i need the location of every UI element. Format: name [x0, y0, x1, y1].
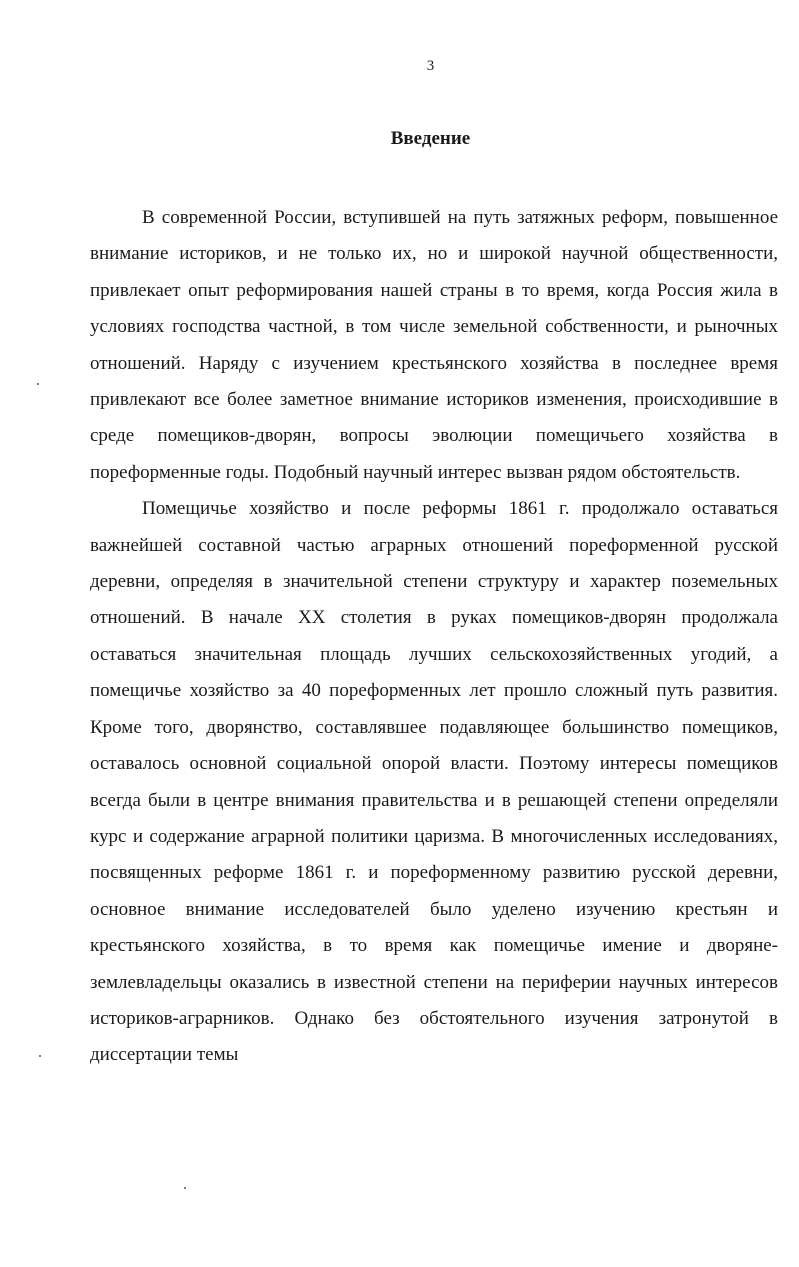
- scan-speck: [39, 1055, 41, 1057]
- section-heading: Введение: [390, 128, 471, 149]
- paragraph-1: В современной России, вступившей на путь затяжных реформ, повышенное внимание историков, и не только их, но и широкой научной общественности, привлекает опыт реформирования нашей страны в то время, когда Россия жила в условиях господства частной, в том числе земельной собственности, и рыночных отношений. Наряду с изучением крестьянского хозяйства в последнее время привлекают все более заметное внимание историков изменения, происходившие в среде помещиков-дворян, вопросы эволюции помещичьего хозяйства в пореформенные годы. Подобный научный интерес вызван рядом обстоятельств.: [90, 207, 778, 483]
- paragraph-2: Помещичье хозяйство и после реформы 1861 г. продолжало оставаться важнейшей составной частью аграрных отношений пореформенной русской деревни, определяя в значительной степени структуру и характер поземельных отношений. В начале XX столетия в руках помещиков-дворян продолжала оставаться значительная площадь лучших сельскохозяйственных угодий, а помещичье хозяйство за 40 пореформенных лет прошло сложный путь развития. Кроме того, дворянство, составлявшее подавляющее большинство помещиков, оставалось основной социальной опорой власти. Поэтому интересы помещиков всегда были в центре внимания правительства и в решающей степени определяли курс и содержание аграрной политики царизма. В многочисленных исследованиях, посвященных реформе 1861 г. и пореформенному развитию русской деревни, основное внимание исследователей было уделено изучению крестьян и крестьянского хозяйства, в то время как помещичье имение и дворяне-землевладельцы оказались в известной степени на периферии научных интересов историков-аграрников. Однако без обстоятельного изучения затронутой в диссертации темы: [90, 498, 778, 1066]
- scan-speck: [37, 383, 39, 385]
- scan-speck: [184, 1187, 186, 1189]
- body-text: [90, 200, 778, 1074]
- page-number: 3: [426, 58, 435, 74]
